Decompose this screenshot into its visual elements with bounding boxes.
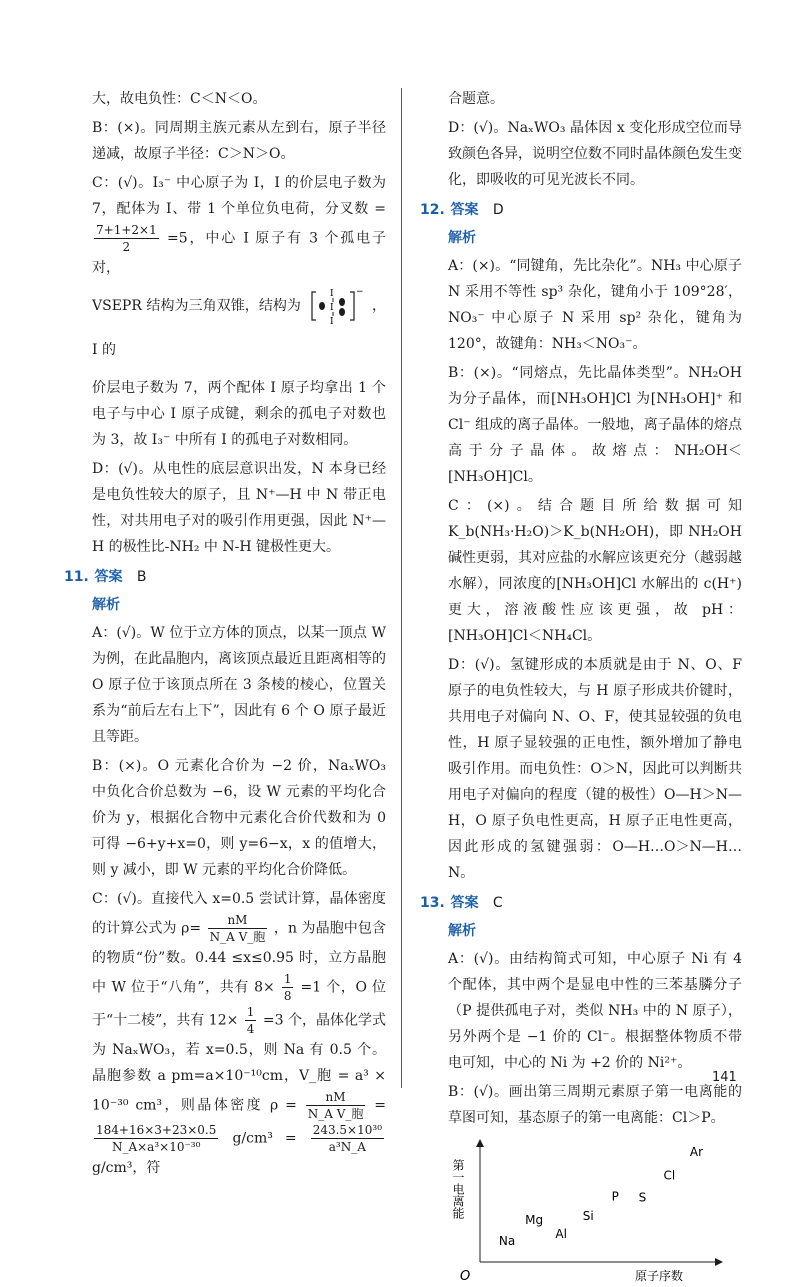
ionization-energy-chart	[430, 1137, 730, 1287]
question-11-number: 11.	[64, 569, 89, 585]
left-para-valence: 价层电子数为 7，两个配体 I 原子均拿出 1 个电子与中心 I 原子成键，剩余的孤电子对数也为 3，故 I₃⁻ 中所有 I 的孤电子对数相同。	[92, 380, 386, 448]
fraction-1-numerator: 7+1+2×1	[96, 223, 157, 237]
text: C：(√)。I₃⁻ 中心原子为 I，I 的价层电子数为 7，配体为 I、带 1 个单位负电荷，分叉数 =	[92, 175, 386, 217]
fraction-5	[306, 1089, 366, 1122]
chart-point-ar: Ar	[689, 1145, 704, 1160]
answer-value: D	[492, 202, 504, 218]
text: g/cm³ =	[232, 1130, 297, 1147]
q11-option-c	[64, 886, 386, 1181]
y-axis-arrow-icon	[476, 1139, 484, 1147]
fraction-4-denominator: 4	[246, 1022, 255, 1036]
fraction-3	[282, 971, 294, 1004]
question-13-number: 13.	[420, 895, 445, 911]
page-number: 141	[712, 1070, 737, 1085]
fraction-2-denominator: N_A V_胞	[209, 930, 266, 944]
fraction-4	[245, 1004, 257, 1037]
x-axis-label: 原子序数	[635, 1269, 684, 1283]
right-column	[420, 86, 742, 1287]
svg-text:I: I	[329, 303, 334, 313]
answer-label: 答案	[450, 202, 479, 218]
analysis-label: 解析	[448, 923, 476, 939]
q11-option-b: B：(×)。O 元素化合价为 −2 价，NaₓWO₃ 中负化合价总数为 −6，设 W 元素的平均化合价为 y，根据化合物中元素化合价代数和为 0 可得 −6+y+x=0，则 y=6−x，x 的值增大，则 y 减小，即 W 元素的平均化合价降低。	[92, 758, 386, 878]
left-line-1: 大，故电负性：C＜N＜O。	[92, 91, 267, 107]
chart-point-p: P	[611, 1189, 619, 1204]
answer-value: C	[492, 895, 503, 911]
fraction-4-numerator: 1	[246, 1005, 255, 1019]
left-para-d: D：(√)。从电性的底层意识出发，N 本身已经是电负性较大的原子，且 N⁺—H 中 N 带正电性，对共用电子对的吸引作用更强，因此 N⁺—H 的极性比-NH₂ 中 N-H 键极性更大。	[92, 461, 386, 555]
fraction-2-numerator: nM	[208, 912, 268, 929]
fraction-7-numerator: 243.5×10³⁰	[312, 1123, 383, 1137]
svg-text:I: I	[329, 317, 334, 327]
x-axis-arrow-icon	[715, 1258, 723, 1266]
left-column	[64, 86, 386, 1184]
q12-option-d: D：(√)。氢键形成的本质就是由于 N、O、F 原子的电负性较大，与 H 原子形成共价键时，共用电子对偏向 N、O、F，使其显较强的负电性，H 原子显较强的正电性，额外增加了静电吸引作用。而电负性：O＞N，因此可以判断共用电子对偏向的程度（键的极性）O—H＞N—H，O 原子负电性更高，H 原子正电性更高，因此形成的氢键强弱：O—H…O＞N—H…N。	[448, 657, 742, 881]
text: =	[374, 1097, 387, 1114]
q12-option-a: A：(×)。“同键角，先比杂化”。NH₃ 中心原子 N 采用不等性 sp³ 杂化，键角小于 109°28′，NO₃⁻ 中心原子 N 采用 sp² 杂化，键角为 120°，故键角：NH₃＜NO₃⁻。	[448, 258, 742, 352]
chart-point-mg: Mg	[525, 1213, 544, 1227]
svg-text:I: I	[329, 289, 334, 299]
chart-point-s: S	[638, 1190, 647, 1205]
answer-value: B	[136, 569, 147, 585]
svg-text:−: −	[355, 287, 364, 297]
answer-label: 答案	[450, 895, 479, 911]
analysis-label: 解析	[448, 230, 476, 246]
fraction-7	[311, 1122, 384, 1155]
q12-option-b: B：(×)。“同熔点，先比晶体类型”。NH₂OH 为分子晶体，而[NH₃OH]Cl 为[NH₃OH]⁺ 和 Cl⁻ 组成的离子晶体。一般地，离子晶体的熔点高于分子晶体。故熔点：NH₂OH＜[NH₃OH]Cl。	[448, 365, 742, 485]
fraction-6-numerator: 184+16×3+23×0.5	[96, 1123, 217, 1137]
analysis-label: 解析	[92, 597, 120, 613]
text: =5，中心 I 原子有 3 个孤电子对，	[92, 230, 386, 276]
fraction-5-numerator: nM	[306, 1089, 366, 1106]
left-para-c	[64, 170, 386, 281]
chart-point-na: Na	[498, 1234, 516, 1248]
text: ，n 为晶胞中包含的物质“份”数。0.44 ≤x≤0.95 时，立方晶胞中 W 位于“八角”，共有 8×	[92, 920, 386, 996]
chart-point-si: Si	[582, 1208, 594, 1223]
q12-option-c: C：(×)。结合题目所给数据可知 K_b(NH₃·H₂O)＞K_b(NH₂OH)，即 NH₂OH 碱性更弱，其对应盐的水解应该更充分（越弱越水解），同浓度的[NH₃OH]Cl 水解出的 c(H⁺) 更大，溶液酸性应该更强，故 pH：[NH₃OH]Cl＜NH₄Cl。	[448, 498, 742, 644]
text: g/cm³，符	[92, 1160, 161, 1176]
left-para-b: B：(×)。同周期主族元素从左到右，原子半径递减，故原子半径：C＞N＞O。	[92, 120, 386, 162]
question-12-number: 12.	[420, 202, 445, 218]
y-axis-label: 第一电离能	[451, 1159, 465, 1219]
chart-point-cl: Cl	[663, 1168, 676, 1183]
left-para-structure	[64, 284, 386, 372]
i3-lewis-structure-icon	[310, 284, 364, 328]
q10-option-d: D：(√)。NaₓWO₃ 晶体因 x 变化形成空位而导致颜色各异，说明空位数不同时晶体颜色发生变化，即吸收的可见光波长不同。	[448, 120, 742, 188]
fraction-2	[208, 912, 268, 945]
fraction-5-denominator: N_A V_胞	[307, 1107, 364, 1121]
fraction-7-denominator: a³N_A	[328, 1140, 366, 1154]
origin-label: O	[460, 1269, 471, 1284]
q11-option-a: A：(√)。W 位于立方体的顶点，以某一顶点 W 为例，在此晶胞内，离该顶点最近且距离相等的 O 原子位于该顶点所在 3 条棱的棱心，位置关系为“前后左右上下”，因此有 6 个 O 原子最近且等距。	[92, 625, 386, 745]
fraction-3-denominator: 8	[283, 989, 292, 1003]
fraction-3-numerator: 1	[283, 972, 292, 986]
fraction-1	[94, 222, 159, 255]
right-line-1: 合题意。	[448, 91, 504, 107]
question-13-header	[420, 890, 742, 916]
text: VSEPR 结构为三角双锥，结构为	[92, 298, 301, 314]
text: C：(√)。直接代入 x=0.5 尝试计算，晶体密度的计算公式为 ρ=	[92, 891, 386, 937]
answer-label: 答案	[94, 569, 123, 585]
text: =3 个，晶体化学式为 NaₓWO₃，若 x=0.5，则 Na 有 0.5 个。晶胞参数 a pm=a×10⁻¹⁰cm，V_胞 = a³ × 10⁻³⁰ cm³，则晶体密度 ρ =	[92, 1012, 386, 1114]
q13-option-b: B：(√)。画出第三周期元素原子第一电离能的草图可知，基态原子的第一电离能：Cl＞P。	[448, 1084, 742, 1126]
fraction-6-denominator: N_A×a³×10⁻³⁰	[111, 1140, 201, 1154]
question-11-header	[64, 564, 386, 590]
chart-point-al: Al	[555, 1226, 567, 1241]
text: ，I 的	[92, 298, 387, 358]
fraction-6	[94, 1122, 218, 1155]
question-12-header	[420, 197, 742, 223]
column-divider	[401, 88, 402, 1088]
fraction-1-denominator: 2	[122, 240, 131, 254]
text: =1 个，O 位于“十二棱”，共有 12×	[92, 979, 387, 1029]
q13-option-a: A：(√)。由结构简式可知，中心原子 Ni 有 4 个配体，其中两个是显电中性的三苯基膦分子（P 提供孤电子对，类似 NH₃ 中的 N 原子），另外两个是 −1 价的 Cl⁻。根据整体物质不带电可知，中心的 Ni 为 +2 价的 Ni²⁺。	[448, 951, 742, 1071]
chart-points	[499, 1145, 703, 1248]
